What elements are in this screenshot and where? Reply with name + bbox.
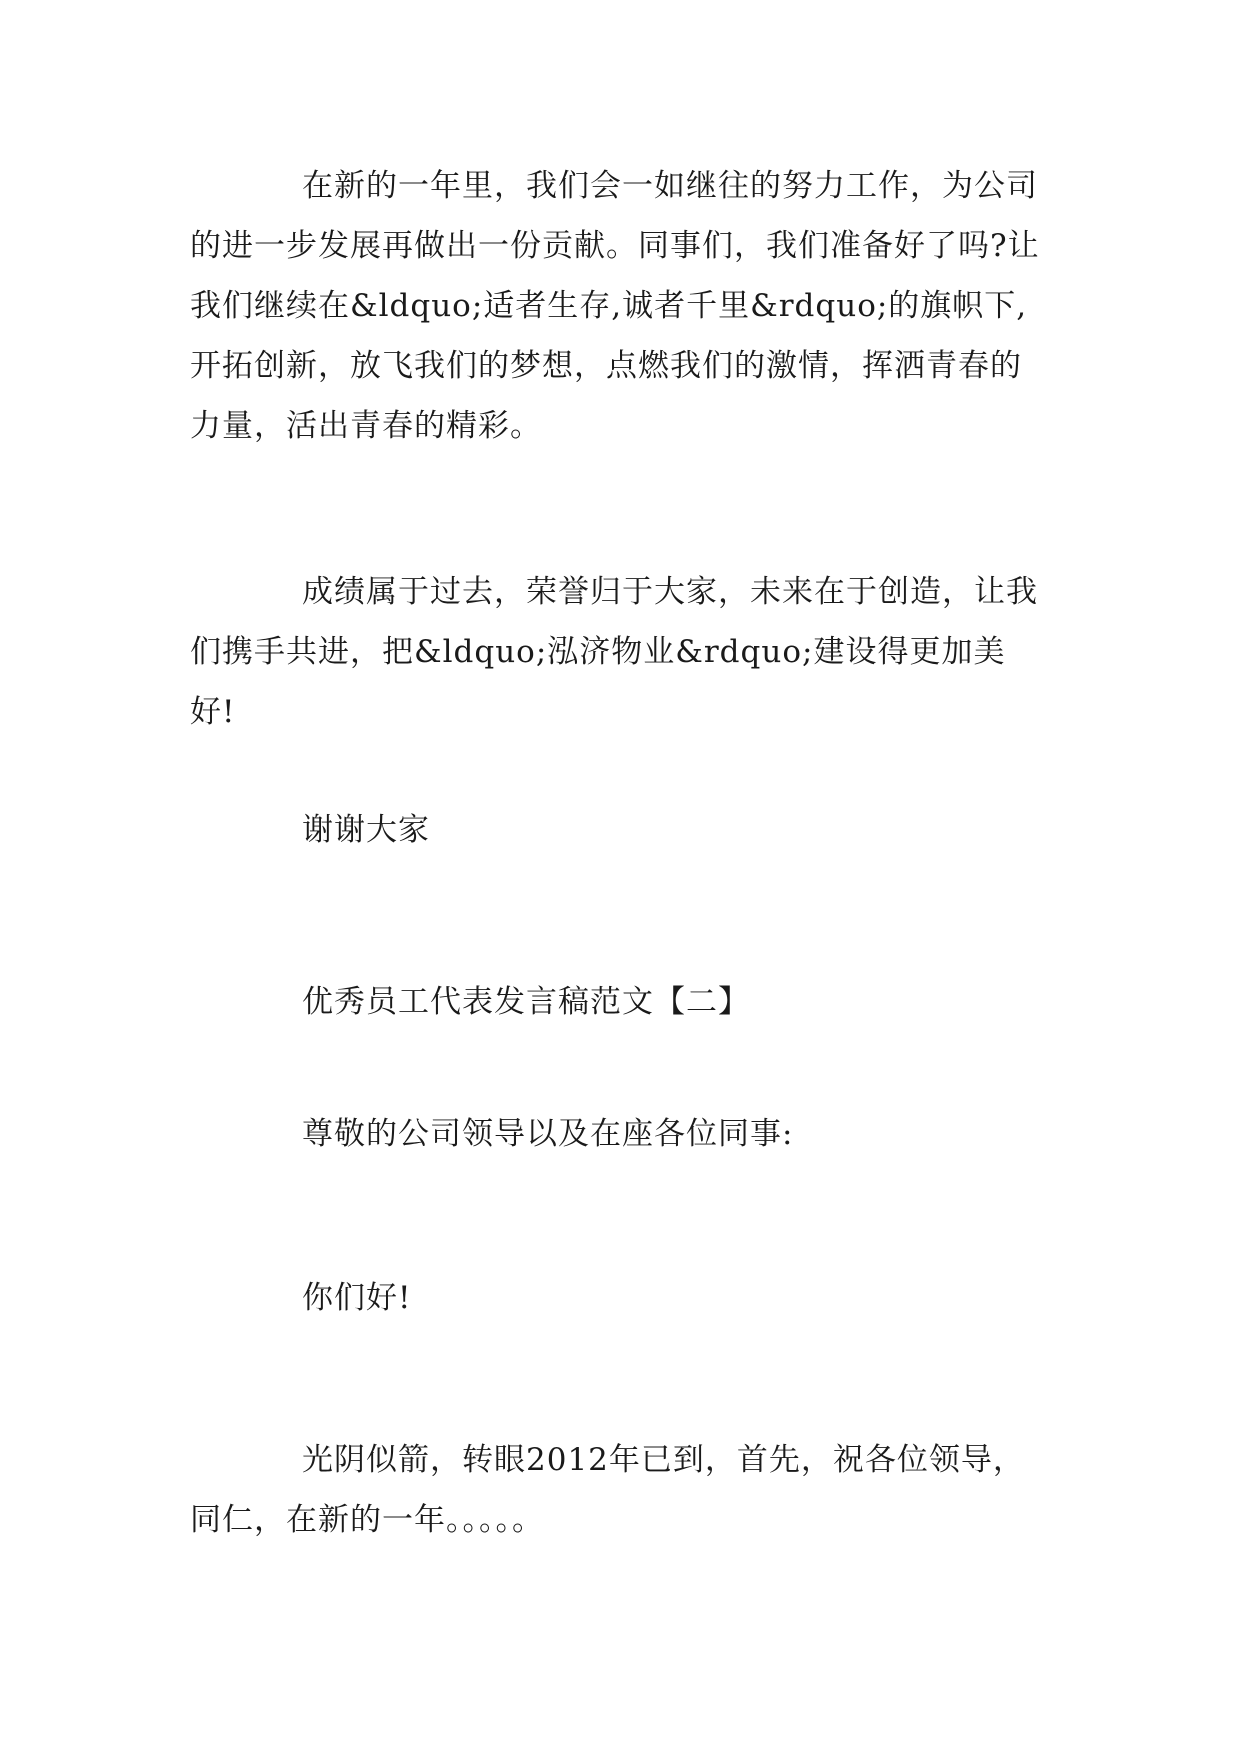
section-heading: 优秀员工代表发言稿范文【二】	[302, 984, 750, 1020]
paragraph-thanks: 谢谢大家	[302, 812, 430, 848]
salutation: 尊敬的公司领导以及在座各位同事:	[302, 1116, 794, 1152]
paragraph-achievements: 成绩属于过去，荣誉归于大家，未来在于创造，让我们携手共进，把&ldquo;泓济物业&rdquo;建设得更加美好!	[190, 574, 1038, 730]
paragraph-opening: 光阴似箭，转眼2012年已到，首先，祝各位领导，同仁，在新的一年。。。。。	[190, 1442, 1025, 1538]
greeting: 你们好!	[302, 1280, 412, 1316]
paragraph-new-year-commitment: 在新的一年里，我们会一如继往的努力工作，为公司的进一步发展再做出一份贡献。同事们，我们准备好了吗?让我们继续在&ldquo;适者生存,诚者千里&rdquo;的旗帜下,开拓创新，放飞我们的梦想，点燃我们的激情，挥洒青春的力量，活出青春的精彩。	[190, 168, 1040, 444]
